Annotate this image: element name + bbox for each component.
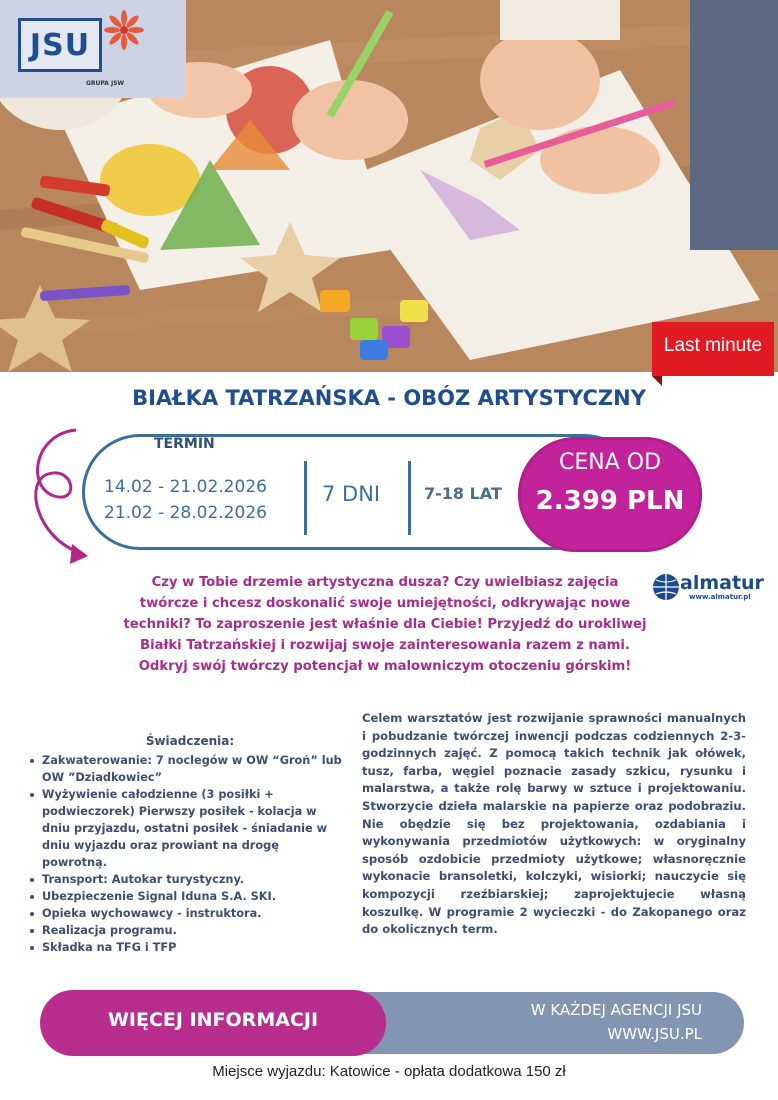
departure-note: Miejsce wyjazdu: Katowice - opłata dodatkowa 150 zł <box>212 1063 566 1080</box>
intro-text <box>100 572 670 677</box>
agency-info <box>440 998 702 1046</box>
almatur-url[interactable]: www.almatur.pl <box>689 593 751 601</box>
intro-line: Odkryj swój twórczy potencjał w malowniczym otoczeniu górskim! <box>138 659 632 674</box>
page-title: BIAŁKA TATRZAŃSKA - OBÓZ ARTYSTYCZNY <box>132 386 646 410</box>
term-date-2: 21.02 - 28.02.2026 <box>104 503 267 523</box>
divider <box>304 461 307 535</box>
agency-line: W KAŻDEJ AGENCJI JSU <box>530 1001 702 1019</box>
price-value: 2.399 PLN <box>535 486 685 516</box>
list-item: Składka na TFG i TFP <box>28 939 346 956</box>
group-logo-text: GRUPA JSW <box>86 80 125 87</box>
list-item: Zakwaterowanie: 7 noclegów w OW “Groń” lub OW ”Dziadkowiec” <box>28 752 346 786</box>
jsu-logo-panel <box>0 0 186 98</box>
duration: 7 DNI <box>322 482 381 506</box>
last-minute-badge: Last minute <box>652 322 774 376</box>
term-date-1: 14.02 - 21.02.2026 <box>104 477 267 497</box>
age-range: 7-18 LAT <box>424 484 502 503</box>
benefits-list <box>28 752 346 956</box>
website-link[interactable]: WWW.JSU.PL <box>607 1025 702 1043</box>
list-item: Wyżywienie całodzienne (3 posiłki + podwieczorek) Pierwszy posiłek - kolacja w dniu przyjazdu, ostatni posiłek - śniadanie w dniu wyjazdu oraz prowiant na drogę powrotną. <box>28 786 346 871</box>
price-label: CENA OD <box>558 450 662 475</box>
intro-line: Białki Tatrzańskiej i rozwijaj swoje zainteresowania razem z nami. <box>140 638 630 653</box>
intro-line: techniki? To zaproszenie jest właśnie dla Ciebie! Przyjedź do urokliwej <box>123 617 647 632</box>
list-item: Transport: Autokar turystyczny. <box>28 871 346 888</box>
intro-line: twórcze i chcesz doskonalić swoje umiejętności, odkrywając nowe <box>139 596 631 611</box>
program-description: Celem warsztatów jest rozwijanie sprawności manualnych i pobudzanie twórczej inwencji podczas codziennych 2-3-godzinnych zajęć. Z pomocą takich technik jak ołówek, tusz, farba, węgiel poznacie zasady szkicu, rysunku i malarstwa, a także rolę barwy w sztuce i projektowaniu. Stworzycie dzieła malarskie na papierze oraz podobraziu. Nie obędzie się bez projektowania, ozdabiania i wykonywania przedmiotów użytkowych: w oryginalny sposób ozdobicie przedmioty użytkowe; własnoręcznie wykonacie bransoletki, kolczyki, wisiorki; nauczycie się kompozycji rzeźbiarskiej; zaprojektujecie własną koszulkę. W programie 2 wycieczki - do Zakopanego oraz do okolicznych term. <box>362 711 746 937</box>
jsu-logo[interactable]: JSU <box>18 18 102 72</box>
more-info-label[interactable]: WIĘCEJ INFORMACJI <box>107 1009 319 1031</box>
list-item: Opieka wychowawcy - instruktora. <box>28 905 346 922</box>
almatur-logo[interactable]: almatur <box>680 572 764 594</box>
list-item: Ubezpieczenie Signal Iduna S.A. SKI. <box>28 888 346 905</box>
list-item: Realizacja programu. <box>28 922 346 939</box>
hero-photo <box>0 0 778 372</box>
term-dates <box>104 474 267 526</box>
divider <box>408 461 411 535</box>
intro-line: Czy w Tobie drzemie artystyczna dusza? Czy uwielbiasz zajęcia <box>151 575 619 590</box>
term-label: TERMIN <box>154 436 215 452</box>
globe-icon <box>651 572 681 602</box>
benefits-title: Świadczenia: <box>145 734 235 748</box>
flower-icon <box>104 10 144 50</box>
